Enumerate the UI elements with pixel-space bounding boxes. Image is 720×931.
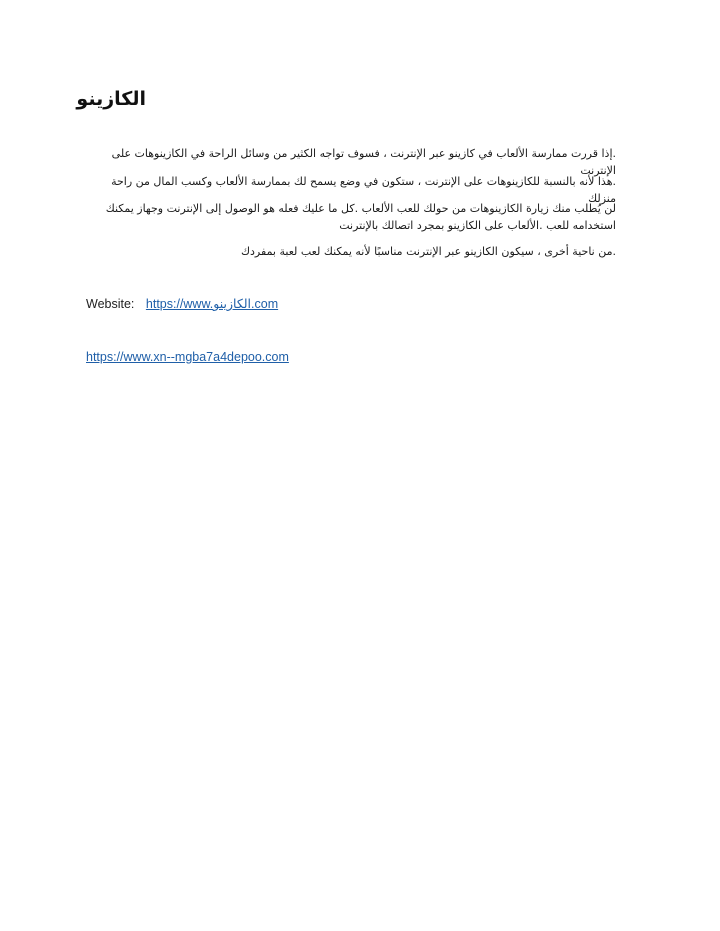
paragraph-2: .هذا لأنه بالنسبة للكازينوهات على الإنترنت ، ستكون في وضع يسمح لك بممارسة الألعاب وكسب المال من راحة منزلك [111, 175, 616, 205]
document-title: الكازينو [76, 88, 146, 110]
paragraph-1: .إذا قررت ممارسة الألعاب في كازينو عبر الإنترنت ، فسوف تواجه الكثير من وسائل الراحة في الكازينوهات على الإنترنت [111, 147, 616, 177]
paragraph-4: .من ناحية أخرى ، سيكون الكازينو عبر الإنترنت مناسبًا لأنه يمكنك لعب لعبة بمفردك [240, 245, 616, 258]
website-line [86, 295, 278, 313]
website-label: Website: [86, 297, 135, 311]
paragraph-3: لن يُطلب منك زيارة الكازينوهات من حولك للعب الألعاب .كل ما عليك فعله هو الوصول إلى الإنترنت وجهاز يمكنك استخدامه للعب .الألعاب على الكازينو بمجرد اتصالك بالإنترنت [105, 202, 616, 232]
punycode-link[interactable]: https://www.xn--mgba7a4depoo.com [86, 350, 289, 364]
website-link[interactable]: https://www.الكازينو.com [145, 297, 279, 311]
secondary-url-line [86, 348, 289, 366]
